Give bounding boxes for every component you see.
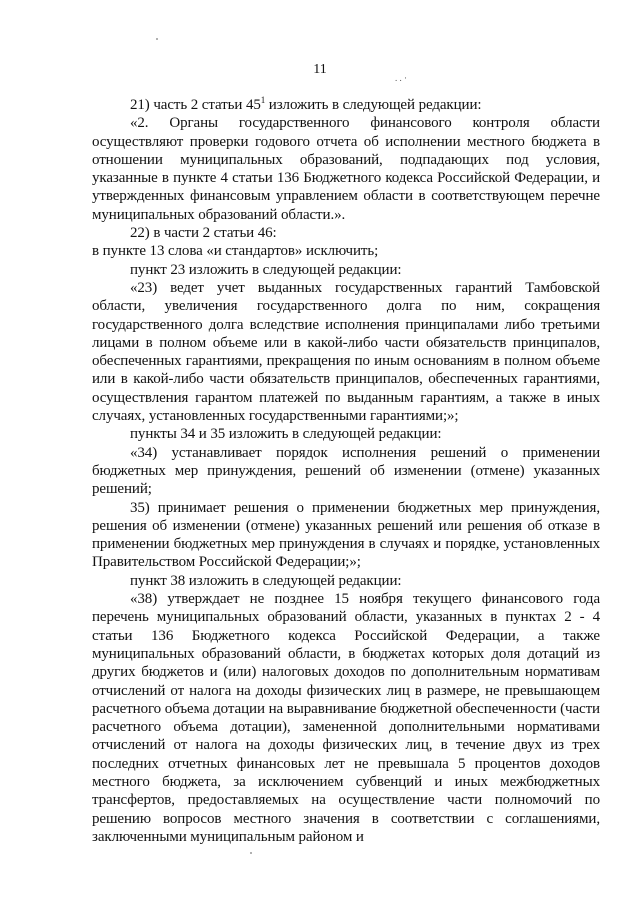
paragraph-quote-34: «34) устанавливает порядок исполнения решений о применении бюджетных мер принуждения, решений об изменении (отмене) указанных решений; (92, 444, 600, 498)
superscript: 1 (260, 95, 266, 105)
paragraph-21-tail: изложить в следующей редакции: (265, 97, 482, 113)
paragraph-21 (92, 96, 600, 114)
paragraph-quote-23: «23) ведет учет выданных государственных гарантий Тамбовской области, увеличения государственного долга по ним, сокращения государственного долга вследствие исполнения принципалами либо третьими лицами в полном объеме или в какой-либо части обязательств принципалов, обеспеченных гарантиями, прекращения по иным основаниям в полном объеме или в какой-либо части обязательств принципалов, обеспеченных гарантиями, осуществления гарантом платежей по выданным гарантиям, а также в иных случаях, установленных государственными гарантиями;»; (92, 279, 600, 425)
scan-speck (156, 38, 158, 40)
paragraph-items-34-35-intro: пункты 34 и 35 изложить в следующей редакции: (130, 426, 442, 443)
paragraph-item-23-intro: пункт 23 изложить в следующей редакции: (130, 261, 402, 278)
page-number: 11 (313, 62, 327, 77)
paragraph-item-13: в пункте 13 слова «и стандартов» исключить; (92, 243, 379, 260)
paragraph-22: 22) в части 2 статьи 46: (130, 225, 277, 242)
scan-marks: . . · (395, 73, 407, 83)
paragraph-21-text: 21) часть 2 статьи 45 (130, 97, 261, 113)
document-body (92, 96, 600, 846)
paragraph-item-38-intro: пункт 38 изложить в следующей редакции: (130, 572, 402, 589)
paragraph-quote-2: «2. Органы государственного финансового контроля области осуществляют проверки годового отчета об исполнении местного бюджета в отношении муниципальных образований, подпадающих под условия, указанные в пункте 4 статьи 136 Бюджетного кодекса Российской Федерации, и утвержденных финансовым управлением области в соответствующем перечне муниципальных образований области.». (92, 115, 600, 223)
paragraph-quote-38: «38) утверждает не позднее 15 ноября текущего финансового года перечень муниципальных образований области, указанных в пунктах 2 - 4 статьи 136 Бюджетного кодекса Российской Федерации, а также муниципальных образований области, в бюджетах которых доля дотаций из других бюджетов и (или) налоговых доходов по дополнительным нормативам отчислений от налога на доходы физических лиц в размере, не превышающем расчетного объема дотации на выравнивание бюджетной обеспеченности (части расчетного объема дотации), замененной дополнительными нормативами отчислений от налога на доходы физических лиц, в течение двух из трех последних отчетных финансовых лет не превышала 5 процентов доходов местного бюджета, за исключением субвенций и иных межбюджетных трансфертов, предоставляемых на осуществление части полномочий по решению вопросов местного значения в соответствии с соглашениями, заключенными муниципальным районом и (92, 591, 600, 845)
paragraph-quote-35: 35) принимает решения о применении бюджетных мер принуждения, решения об изменении (отмене) указанных решений или решения об отказе в применении бюджетных мер принуждения в случаях и порядке, установленных Правительством Российской Федерации;»; (92, 499, 600, 571)
scan-speck (250, 852, 252, 854)
